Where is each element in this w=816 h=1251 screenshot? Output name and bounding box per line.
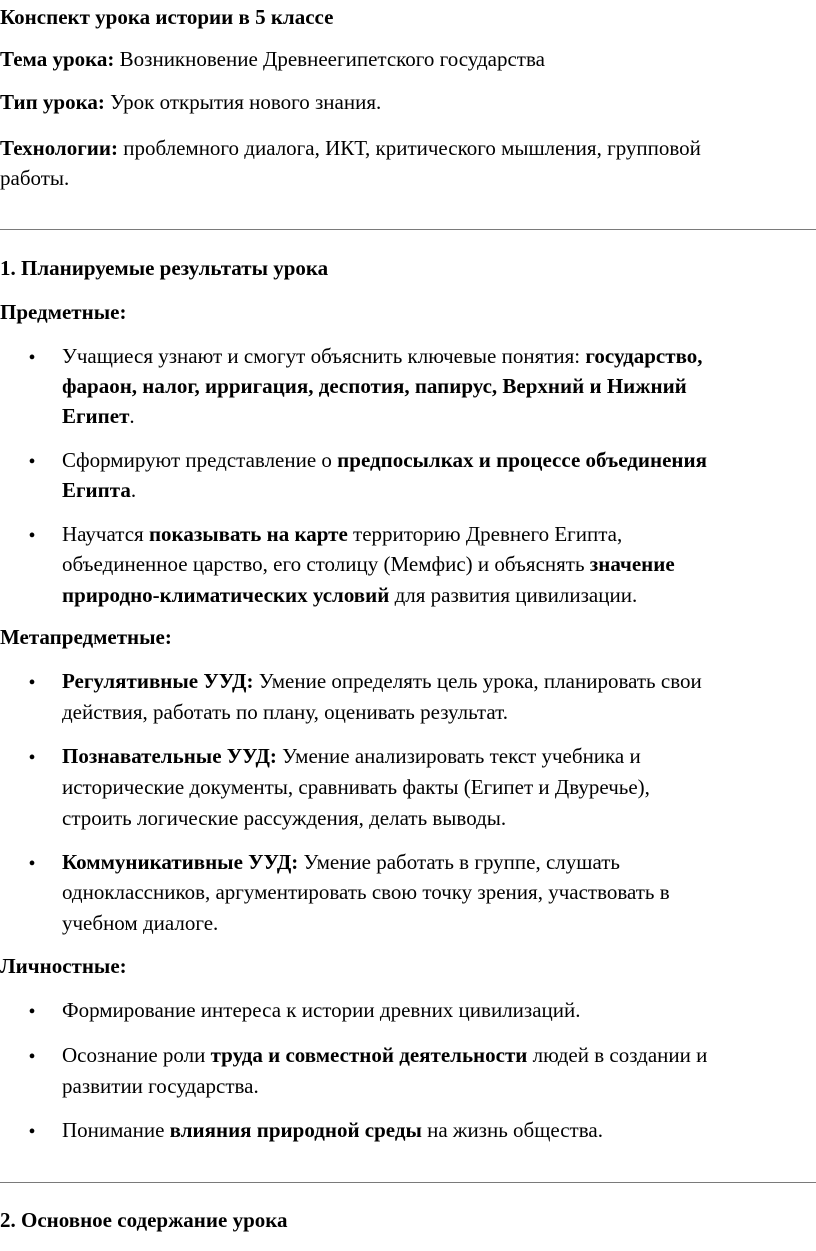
- term-bold: влияния природной среды: [169, 1118, 422, 1142]
- list-item: [62, 1040, 707, 1070]
- section-divider: [0, 229, 816, 230]
- item-text-cont: развитии государства.: [62, 1074, 259, 1098]
- term-bold: природно-климатических условий: [62, 583, 390, 607]
- item-text: объединенное царство, его столицу (Мемфис) и объяснять: [62, 552, 590, 576]
- bullet-icon: •: [28, 1046, 36, 1068]
- term-bold: Египта: [62, 478, 131, 502]
- item-text: для развития цивилизации.: [389, 583, 638, 607]
- bullet-icon: •: [28, 1001, 36, 1023]
- meta-results-label: Метапредметные:: [0, 625, 172, 649]
- list-item: [62, 519, 622, 549]
- item-text: Научатся: [62, 522, 149, 546]
- item-text: Сформируют представление о: [62, 448, 338, 472]
- term-bold: Регулятивные УУД:: [62, 669, 254, 693]
- item-text: Учащиеся узнают и смогут объяснить ключевые понятия:: [62, 344, 586, 368]
- term-bold: Египет: [62, 404, 130, 428]
- bullet-icon: •: [28, 347, 36, 369]
- tech-label: Технологии:: [0, 136, 118, 160]
- term-bold: государство,: [585, 344, 703, 368]
- type-label: Тип урока:: [0, 90, 105, 114]
- type-value: Урок открытия нового знания.: [110, 90, 382, 114]
- topic-value: Возникновение Древнеегипетского государства: [119, 47, 545, 71]
- item-text: Умение анализировать текст учебника и: [276, 744, 641, 768]
- term-bold: показывать на карте: [148, 522, 348, 546]
- term-bold: труда и совместной деятельности: [210, 1043, 528, 1067]
- term-bold: Коммуникативные УУД:: [62, 850, 299, 874]
- item-text-cont: исторические документы, сравнивать факты (Египет и Двуречье),: [62, 775, 650, 799]
- item-text: Умение определять цель урока, планировать свои: [253, 669, 702, 693]
- item-text: Осознание роли: [62, 1043, 211, 1067]
- item-text: Умение работать в группе, слушать: [298, 850, 620, 874]
- item-text: на жизнь общества.: [421, 1118, 603, 1142]
- bullet-icon: •: [28, 525, 36, 547]
- document-title: Конспект урока истории в 5 классе: [0, 5, 334, 29]
- bullet-icon: •: [28, 853, 36, 875]
- list-item: [62, 341, 703, 371]
- list-item: [62, 741, 641, 771]
- item-text-cont: строить логические рассуждения, делать выводы.: [62, 806, 507, 830]
- term-bold: Познавательные УУД:: [62, 744, 277, 768]
- item-text-cont: учебном диалоге.: [62, 911, 219, 935]
- section2-heading: 2. Основное содержание урока: [0, 1208, 288, 1232]
- item-text-cont: [62, 549, 675, 579]
- list-item: [62, 1115, 603, 1145]
- type-row: [0, 87, 381, 117]
- list-item: [62, 445, 707, 475]
- topic-row: [0, 44, 545, 74]
- tech-row: [0, 133, 701, 163]
- topic-label: Тема урока:: [0, 47, 115, 71]
- item-text-cont: действия, работать по плану, оценивать результат.: [62, 700, 508, 724]
- tech-value: проблемного диалога, ИКТ, критического мышления, групповой: [123, 136, 701, 160]
- bullet-icon: •: [28, 451, 36, 473]
- item-text: .: [129, 404, 135, 428]
- bullet-icon: •: [28, 1121, 36, 1143]
- section1-heading: 1. Планируемые результаты урока: [0, 256, 329, 280]
- list-item: [62, 666, 702, 696]
- item-text-cont: [62, 580, 637, 610]
- item-text: Понимание: [62, 1118, 170, 1142]
- item-text: людей в создании и: [527, 1043, 708, 1067]
- item-text-cont: одноклассников, аргументировать свою точку зрения, участвовать в: [62, 880, 670, 904]
- tech-value-cont: работы.: [0, 166, 70, 190]
- item-text-cont: фараон, налог, ирригация, деспотия, папирус, Верхний и Нижний: [62, 374, 687, 398]
- term-bold: значение: [589, 552, 675, 576]
- list-item: [62, 847, 620, 877]
- subject-results-label: Предметные:: [0, 300, 127, 324]
- term-bold: предпосылках и процессе объединения: [337, 448, 707, 472]
- list-item: Формирование интереса к истории древних цивилизаций.: [62, 998, 581, 1022]
- bullet-icon: •: [28, 672, 36, 694]
- item-text: территорию Древнего Египта,: [347, 522, 623, 546]
- item-text-cont: [62, 475, 136, 505]
- personal-results-label: Личностные:: [0, 954, 127, 978]
- item-text-cont: [62, 401, 135, 431]
- bullet-icon: •: [28, 747, 36, 769]
- section-divider: [0, 1182, 816, 1183]
- item-text: .: [130, 478, 137, 502]
